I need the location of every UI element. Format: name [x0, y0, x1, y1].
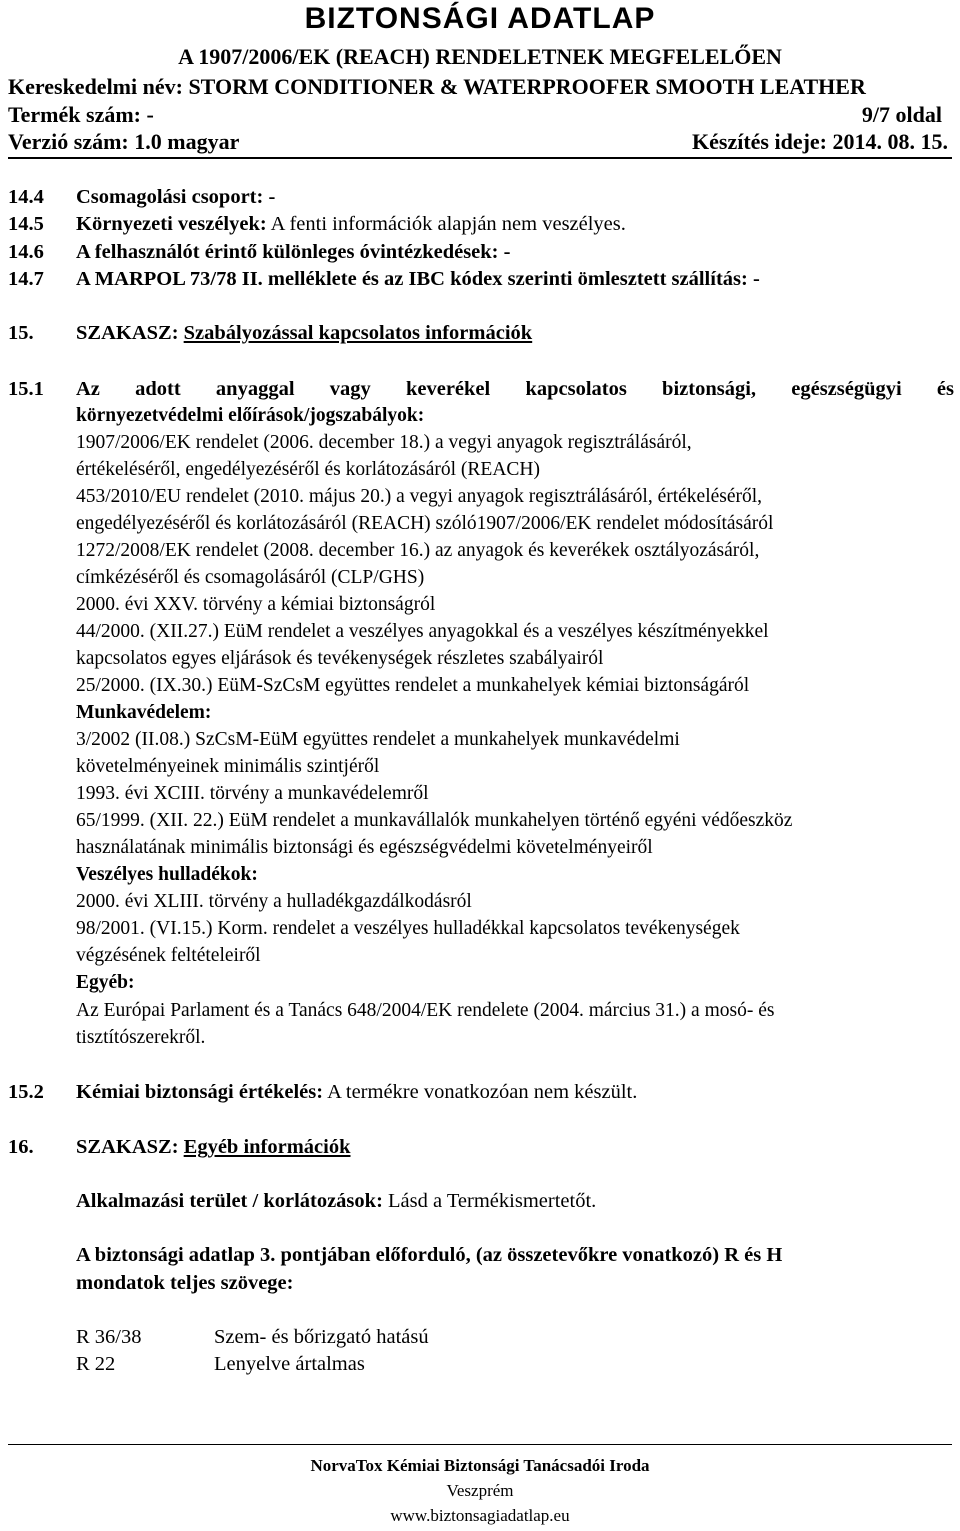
section-16-title: Egyéb információk: [183, 1136, 351, 1158]
regulation-line: engedélyezéséről és korlátozásáról (REACH) szóló1907/2006/EK rendelet módosításáról: [76, 513, 774, 534]
section-15-2-label: Kémiai biztonsági értékelés:: [76, 1081, 324, 1103]
header-divider: [8, 157, 952, 159]
munkavedelem-line: 65/1999. (XII. 22.) EüM rendelet a munkavállalók munkahelyen történő egyéni védőeszköz: [76, 810, 793, 831]
egyeb-label: Egyéb:: [76, 972, 135, 993]
footer-website: www.biztonsagiadatlap.eu: [390, 1506, 570, 1525]
section-15-1-heading-line2: környezetvédelmi előírások/jogszabályok:: [76, 405, 425, 426]
regulation-line: 1907/2006/EK rendelet (2006. december 18.) a vegyi anyagok regisztrálásáról,: [76, 432, 692, 453]
item-14-4-label: Csomagolási csoport: -: [76, 186, 276, 208]
hulladek-line: 98/2001. (VI.15.) Korm. rendelet a veszélyes hulladékkal kapcsolatos tevékenységek: [76, 918, 740, 939]
hulladek-line: 2000. évi XLIII. törvény a hulladékgazdálkodásról: [76, 891, 472, 912]
regulation-line: 2000. évi XXV. törvény a kémiai biztonságról: [76, 594, 436, 615]
item-14-6-label: A felhasználót érintő különleges óvintézkedések: -: [76, 241, 511, 263]
document-title: BIZTONSÁGI ADATLAP: [304, 2, 656, 35]
section-15-num: 15.: [8, 322, 34, 344]
footer-city: Veszprém: [446, 1481, 514, 1500]
section-15-2: [76, 1081, 637, 1104]
item-14-7: [76, 268, 760, 291]
rh-heading-line2: mondatok teljes szövege:: [76, 1272, 294, 1294]
item-14-6: [76, 241, 510, 264]
section-15-title: Szabályozással kapcsolatos információk: [183, 322, 533, 344]
usage-label: Alkalmazási terület / korlátozások:: [76, 1190, 383, 1212]
usage-text: Lásd a Termékismertetőt.: [382, 1190, 597, 1212]
section-15-2-num: 15.2: [8, 1081, 44, 1103]
regulation-line: kapcsolatos egyes eljárások és tevékenységek részletes szabályairól: [76, 648, 604, 669]
munkavedelem-label: Munkavédelem:: [76, 702, 212, 723]
version-number: Verzió szám: 1.0 magyar: [8, 129, 240, 154]
creation-date: Készítés ideje: 2014. 08. 15.: [692, 129, 948, 154]
item-14-5-text: A fenti információk alapján nem veszélyes.: [266, 213, 626, 235]
item-14-6-num: 14.6: [8, 241, 44, 263]
section-15-1-heading-line1: Az adott anyaggal vagy keverékel kapcsolatos biztonsági, egészségügyi és: [76, 378, 954, 400]
regulation-line: 25/2000. (IX.30.) EüM-SzCsM együttes rendelet a munkahelyek kémiai biztonságáról: [76, 675, 750, 696]
munkavedelem-line: követelményeinek minimális szintjéről: [76, 756, 380, 777]
item-14-5-num: 14.5: [8, 213, 44, 235]
hulladek-label: Veszélyes hulladékok:: [76, 864, 258, 885]
item-14-7-num: 14.7: [8, 268, 44, 290]
regulation-line: A 1907/2006/EK (REACH) RENDELETNEK MEGFELELŐEN: [178, 44, 782, 69]
rh-heading-line1: A biztonsági adatlap 3. pontjában előforduló, (az összetevőkre vonatkozó) R és H: [76, 1244, 783, 1266]
section-15-2-text: A termékre vonatkozóan nem készült.: [323, 1081, 638, 1103]
regulation-line: 44/2000. (XII.27.) EüM rendelet a veszélyes anyagokkal és a veszélyes készítményekkel: [76, 621, 769, 642]
munkavedelem-line: használatának minimális biztonsági és egészségvédelmi követelményeiről: [76, 837, 653, 858]
regulation-line: értékeléséről, engedélyezéséről és korlátozásáról (REACH): [76, 459, 541, 480]
item-14-4: [76, 186, 275, 209]
regulation-line: címkézéséről és csomagolásáról (CLP/GHS): [76, 567, 425, 588]
egyeb-line: tisztítószerekről.: [76, 1027, 206, 1048]
section-15-1-num: 15.1: [8, 378, 44, 400]
phrase-text: Lenyelve ártalmas: [214, 1353, 365, 1375]
section-16-heading: [76, 1136, 351, 1159]
regulation-line: 453/2010/EU rendelet (2010. május 20.) a vegyi anyagok regisztrálásáról, értékeléséről,: [76, 486, 763, 507]
section-15-heading: [76, 322, 532, 345]
item-14-4-num: 14.4: [8, 186, 44, 208]
trade-name: Kereskedelmi név: STORM CONDITIONER & WATERPROOFER SMOOTH LEATHER: [8, 74, 866, 99]
munkavedelem-line: 1993. évi XCIII. törvény a munkavédelemről: [76, 783, 429, 804]
phrase-text: Szem- és bőrizgató hatású: [214, 1326, 429, 1348]
usage-line: [76, 1190, 596, 1213]
munkavedelem-line: 3/2002 (II.08.) SzCsM-EüM együttes rendelet a munkahelyek munkavédelmi: [76, 729, 680, 750]
phrase-code: R 36/38: [76, 1326, 142, 1348]
section-16-num: 16.: [8, 1136, 34, 1158]
footer-divider: [8, 1444, 952, 1445]
regulation-line: 1272/2008/EK rendelet (2008. december 16.) az anyagok és keverékek osztályozásáról,: [76, 540, 760, 561]
item-14-7-label: A MARPOL 73/78 II. melléklete és az IBC kódex szerinti ömlesztett szállítás: -: [76, 268, 760, 290]
item-14-5-label: Környezeti veszélyek:: [76, 213, 267, 235]
product-number: Termék szám: -: [8, 102, 154, 127]
hulladek-line: végzésének feltételeiről: [76, 945, 261, 966]
footer-company: NorvaTox Kémiai Biztonsági Tanácsadói Iroda: [310, 1456, 650, 1475]
phrase-code: R 22: [76, 1353, 116, 1375]
section-16-prefix: SZAKASZ:: [76, 1136, 184, 1158]
egyeb-line: Az Európai Parlament és a Tanács 648/2004/EK rendelete (2004. március 31.) a mosó- és: [76, 1000, 775, 1021]
page-number: 9/7 oldal: [861, 102, 942, 127]
item-14-5: [76, 213, 626, 236]
section-15-prefix: SZAKASZ:: [76, 322, 184, 344]
